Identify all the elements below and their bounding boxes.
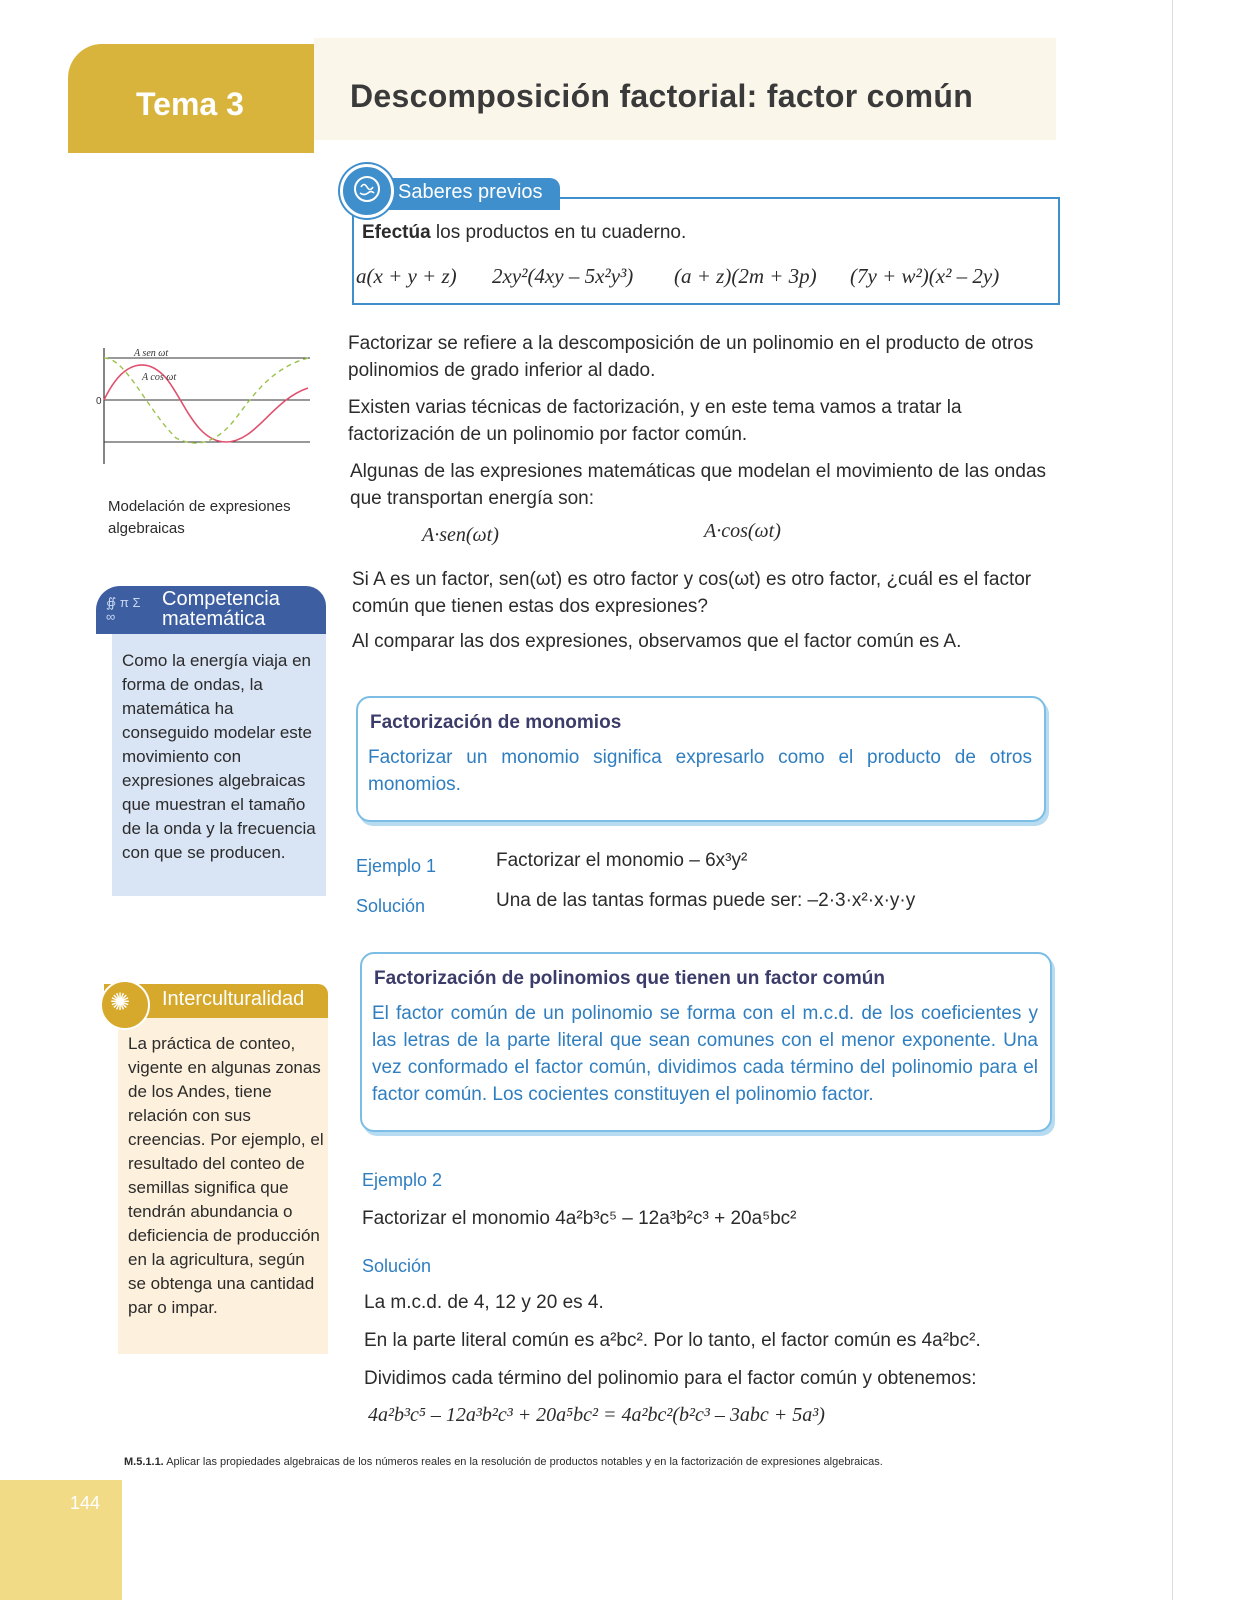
- sun-figure-icon: ✺: [110, 989, 131, 1016]
- solucion-1-text: Una de las tantas formas puede ser: –2·3·x²·x·y·y: [496, 890, 916, 911]
- page-title: Descomposición factorial: factor común: [350, 78, 974, 114]
- paragraph-2: Existen varias técnicas de factorización, y en este tema vamos a tratar la factorización de un polinomio por factor común.: [348, 397, 962, 445]
- saberes-label: Saberes previos: [398, 181, 543, 203]
- solucion-1-label: Solución: [356, 896, 426, 916]
- page-number-bar: [0, 1480, 122, 1600]
- paragraph-1: Factorizar se refiere a la descomposición de un polinomio en el producto de otros polinomios de grado inferior al dado.: [348, 333, 1034, 381]
- expression-sen: A·sen(ωt): [422, 524, 499, 546]
- solucion-2-label: Solución: [362, 1256, 432, 1276]
- ejemplo-2-label: Ejemplo 2: [362, 1170, 443, 1190]
- page-number: 144: [70, 1493, 101, 1513]
- solucion-2-result: 4a²b³c⁵ – 12a³b²c³ + 20a⁵bc² = 4a²bc²(b²c³ – 3abc + 5a³): [368, 1404, 825, 1426]
- ejemplo-1-text: Factorizar el monomio – 6x³y²: [496, 850, 748, 871]
- origin-label: 0: [96, 396, 102, 407]
- expression-cos: A·cos(ωt): [704, 520, 781, 542]
- solucion-2-line-3: Dividimos cada término del polinomio para el factor común y obtenemos:: [364, 1368, 977, 1389]
- tema-label: Tema 3: [136, 86, 244, 122]
- solucion-2-line-2: En la parte literal común es a²bc². Por lo tanto, el factor común es 4a²bc².: [364, 1330, 981, 1351]
- wave-figure: [96, 348, 312, 471]
- curriculum-note: M.5.1.1. Aplicar las propiedades algebraicas de los números reales en la resolución de productos notables y en la factorización de expresiones algebraicas.: [124, 1456, 883, 1468]
- product-4: (7y + w²)(x² – 2y): [850, 264, 1000, 288]
- interculturalidad-text: La práctica de conteo, vigente en algunas zonas de los Andes, tiene relación con sus creencias. Por ejemplo, el resultado del conteo de semillas significa que tendrán abundancia o deficiencia de producción en la agricultura, según se obtenga una cantidad par o impar.: [128, 1034, 324, 1317]
- paragraph-3: Algunas de las expresiones matemáticas que modelan el movimiento de las ondas que transportan energía son:: [350, 461, 1047, 509]
- product-3: (a + z)(2m + 3p): [674, 264, 817, 288]
- ejemplo-1-label: Ejemplo 1: [356, 856, 437, 876]
- definition-title-monomios: Factorización de monomios: [370, 712, 622, 733]
- competencia-title: Competencia matemática: [162, 588, 280, 630]
- solucion-2-line-1: La m.c.d. de 4, 12 y 20 es 4.: [364, 1292, 604, 1313]
- page-edge: [1172, 0, 1173, 1600]
- saberes-instruction: Efectúa los productos en tu cuaderno.: [362, 222, 687, 243]
- label-sin: A sen ωt: [134, 348, 169, 359]
- paragraph-5: Al comparar las dos expresiones, observamos que el factor común es A.: [352, 631, 962, 652]
- definition-title-factor-comun: Factorización de polinomios que tienen un factor común: [374, 968, 885, 989]
- product-2: 2xy²(4xy – 5x²y³): [492, 264, 634, 288]
- definition-text-monomios: Factorizar un monomio significa expresarlo como el producto de otros monomios.: [368, 747, 1032, 795]
- figure-caption: Modelación de expresiones algebraicas: [108, 498, 291, 537]
- competencia-text: Como la energía viaja en forma de ondas, la matemática ha conseguido modelar este movimiento con expresiones algebraicas que muestran el tamaño de la onda y la frecuencia con que se producen.: [122, 651, 316, 862]
- paragraph-4: Si A es un factor, sen(ωt) es otro factor y cos(ωt) es otro factor, ¿cuál es el factor común que tienen estas dos expresiones?: [352, 569, 1032, 617]
- interculturalidad-title: Interculturalidad: [162, 988, 305, 1010]
- label-cos: A cos ωt: [142, 372, 177, 383]
- brain-icon: [340, 164, 394, 218]
- math-symbols-icon: ∯ π Σ ∞: [106, 595, 141, 624]
- product-1: a(x + y + z): [356, 264, 457, 288]
- definition-text-factor-comun: El factor común de un polinomio se forma con el m.c.d. de los coeficientes y las letras de la parte literal que sean comunes con el menor exponente. Una vez conformado el factor común, dividimos cada término del polinomio para el factor común. Los cocientes constituyen el polinomio factor.: [372, 1003, 1038, 1105]
- ejemplo-2-text: Factorizar el monomio 4a²b³c⁵ – 12a³b²c³ + 20a⁵bc²: [362, 1208, 797, 1229]
